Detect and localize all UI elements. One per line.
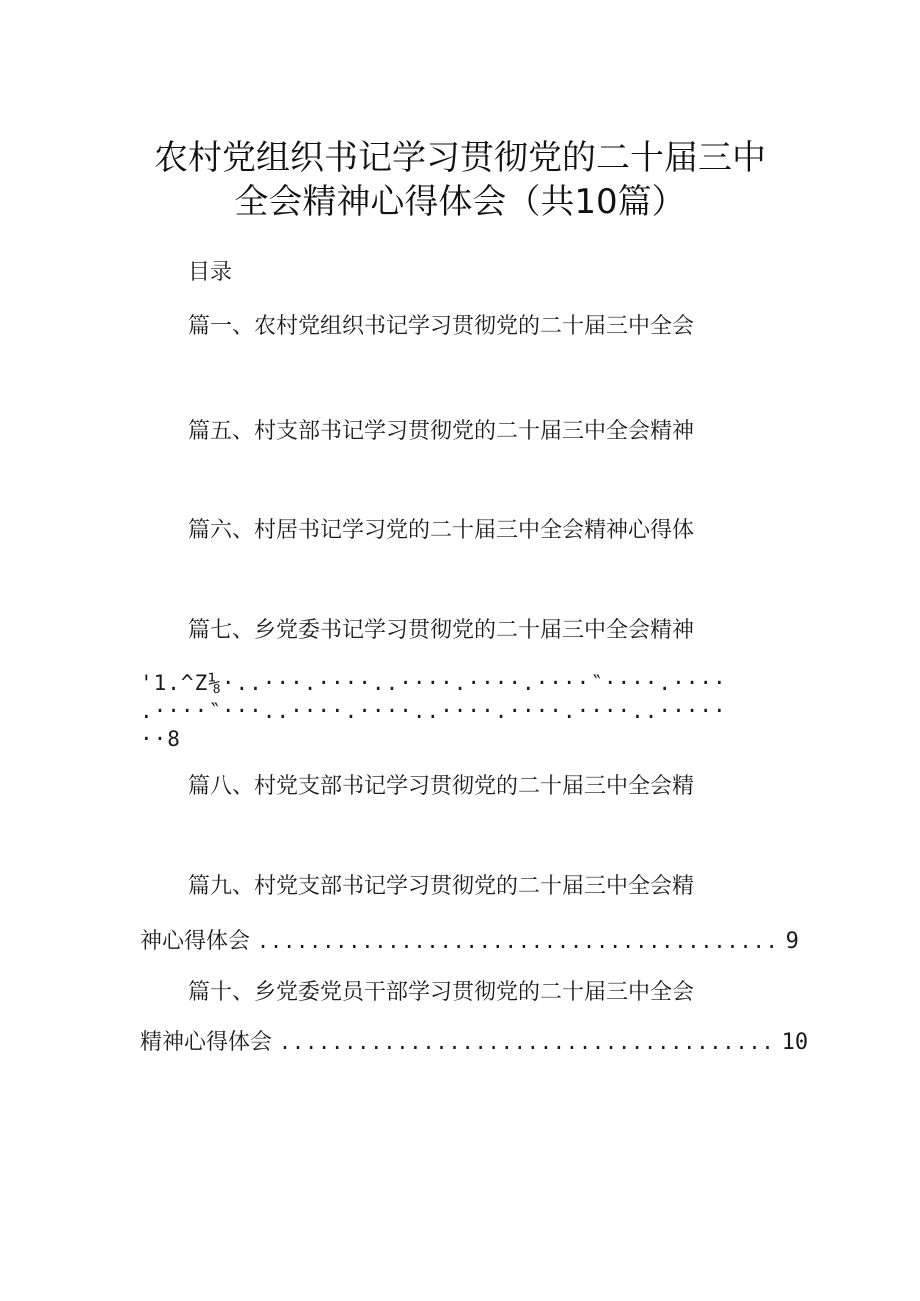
title-line-1: 农村党组织书记学习贯彻党的二十届三中 <box>154 138 766 178</box>
toc-page-number: 10 <box>781 1030 809 1055</box>
toc-page-number: ··8 <box>140 727 181 751</box>
toc-entry-continuation <box>140 926 799 957</box>
toc-heading: 目录 <box>188 260 233 285</box>
toc-leader-dots: ........................................ <box>257 929 779 953</box>
title-line-2: 全会精神心得体会（共10篇） <box>234 182 686 222</box>
toc-entry[interactable]: 篇九、村党支部书记学习贯彻党的二十届三中全会精 <box>188 874 695 899</box>
toc-garbled-leader: '1.^Z⅛·..···.····..····.····.····‶····.···· <box>140 671 727 695</box>
toc-entry[interactable]: 篇一、农村党组织书记学习贯彻党的二十届三中全会 <box>188 314 695 339</box>
toc-leader-dots: ...................................... <box>279 1030 775 1054</box>
toc-page-number: 9 <box>785 929 799 954</box>
toc-entry-continuation-text: 神心得体会 <box>140 929 251 954</box>
toc-entry-continuation <box>140 1027 808 1058</box>
toc-entry[interactable]: 篇六、村居书记学习党的二十届三中全会精神心得体 <box>188 518 695 543</box>
toc-entry[interactable]: 篇八、村党支部书记学习贯彻党的二十届三中全会精 <box>188 774 695 799</box>
toc-entry-continuation-text: 精神心得体会 <box>140 1030 273 1055</box>
toc-entry[interactable]: 篇五、村支部书记学习贯彻党的二十届三中全会精神 <box>188 419 695 444</box>
toc-entry[interactable]: 篇十、乡党委党员干部学习贯彻党的二十届三中全会 <box>188 980 695 1005</box>
toc-entry[interactable]: 篇七、乡党委书记学习贯彻党的二十届三中全会精神 <box>188 618 695 643</box>
toc-garbled-leader: .····‶···..····.····..····.····.····..····· <box>140 699 727 723</box>
